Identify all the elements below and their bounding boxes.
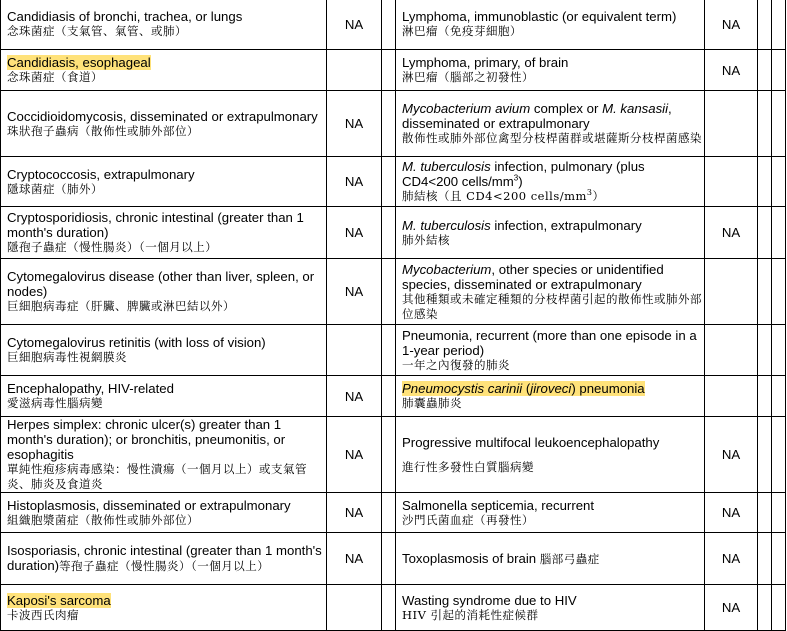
table-row [1,417,786,493]
condition-name-zh: 巨細胞病毒症（肝臟、脾臟或淋巴結以外） [7,299,235,313]
condition-cell [396,157,705,207]
condition-name-en: Herpes simplex: chronic ulcer(s) greater than 1 month's duration); or bronchitis, pneumonitis, or esophagitis [7,417,286,462]
table-row [1,259,786,325]
condition-name-zh: 單純性疱疹病毒感染：慢性潰瘍（一個月以上）或支氣管炎、肺炎及食道炎 [7,462,307,491]
condition-name-zh: 隱球菌症（肺外） [7,181,103,196]
table-row [1,207,786,259]
text-segment: ) [518,174,523,189]
na-cell [705,376,758,417]
condition-name-en: Salmonella septicemia, recurrent [402,497,595,513]
condition-cell [396,0,705,50]
na-cell: NA [327,157,382,207]
na-cell [327,585,382,631]
organism-name: Pneumocystis carinii [402,381,523,396]
condition-name-zh: 散佈性或肺外部位禽型分枝桿菌群或堪薩斯分枝桿菌感染 [402,131,702,145]
na-cell [705,259,758,325]
blank-cell [382,157,396,207]
blank-cell [382,259,396,325]
table-row [1,50,786,91]
highlighted-condition-en: Candidiasis, esophageal [7,55,151,70]
condition-name-en: Candidiasis of bronchi, trachea, or lungs [7,9,243,24]
condition-name-zh: 淋巴瘤（腦部之初發性） [402,70,534,84]
blank-cell [772,376,786,417]
table-row [1,325,786,376]
blank-cell [772,533,786,585]
condition-name-zh: 肺外結核 [402,232,450,247]
condition-name-en: Wasting syndrome due to HIV [402,592,577,608]
text-segment: ) pneumonia [571,381,645,396]
condition-name-zh: 一年之內復發的肺炎 [402,357,510,372]
na-cell: NA [327,493,382,533]
blank-cell [772,91,786,157]
na-cell: NA [327,259,382,325]
condition-cell [1,157,327,207]
na-cell: NA [327,417,382,493]
condition-name-zh: 腦部弓蟲症 [539,551,600,566]
condition-name-zh: 卡波西氏肉瘤 [7,607,79,622]
blank-cell [758,376,772,417]
blank-cell [772,493,786,533]
blank-cell [382,91,396,157]
blank-cell [758,50,772,91]
condition-name-en: Pneumonia, recurrent (more than one episode in a 1-year period) [402,327,697,358]
blank-cell [382,50,396,91]
blank-cell [382,417,396,493]
condition-cell [1,91,327,157]
blank-cell [758,91,772,157]
condition-name-en: Progressive multifocal leukoencephalopathy [402,434,660,450]
blank-cell [772,417,786,493]
na-cell: NA [705,0,758,50]
condition-name-zh: 念珠菌症（支氣管、氣管、或肺） [7,24,187,38]
na-cell: NA [705,585,758,631]
superscript: 3 [586,188,593,198]
condition-cell [396,91,705,157]
organism-name: Mycobacterium [402,261,492,277]
condition-name-en [402,101,704,131]
text-segment: ） [592,189,605,203]
text-segment: , disseminated or extrapulmonary [402,101,672,131]
condition-name-zh: 隱孢子蟲症（慢性腸炎）（一個月以上） [7,240,218,254]
na-cell [327,50,382,91]
condition-name-en: Toxoplasmosis of brain [402,550,537,566]
blank-cell [758,325,772,376]
organism-name: jiroveci [530,381,572,396]
na-cell: NA [327,207,382,259]
condition-name-en: Isosporiasis, chronic intestinal (greater than 1 month's duration) [7,543,322,573]
condition-cell [396,376,705,417]
condition-name-zh: 珠狀孢子蟲病（散佈性或肺外部位） [7,123,199,138]
blank-cell [772,325,786,376]
blank-cell [382,0,396,50]
condition-name-en: Coccidioidomycosis, disseminated or extrapulmonary [7,108,318,124]
table-row [1,91,786,157]
table-row [1,533,786,585]
blank-cell [772,0,786,50]
text-segment: complex or [530,101,603,116]
text-segment: , other species or unidentified species, disseminated or extrapulmonary [402,261,664,292]
text-segment: 肺結核（且 CD4<200 cells/mm [402,189,587,203]
condition-cell [1,493,327,533]
blank-cell [758,157,772,207]
condition-cell [396,325,705,376]
blank-cell [758,533,772,585]
blank-cell [758,585,772,631]
blank-cell [772,50,786,91]
condition-cell [396,259,705,325]
condition-cell [396,417,705,493]
table-row [1,157,786,207]
na-cell: NA [705,417,758,493]
na-cell: NA [327,0,382,50]
blank-cell [382,325,396,376]
condition-name-en: Histoplasmosis, disseminated or extrapulmonary [7,497,291,513]
condition-name-zh: 淋巴瘤（免疫芽細胞） [402,24,522,38]
blank-cell [758,417,772,493]
highlighted-condition-en [402,381,645,396]
blank-cell [758,259,772,325]
condition-name-en [402,218,704,233]
condition-name-en: Lymphoma, immunoblastic (or equivalent term) [402,9,677,24]
text-segment: infection, extrapulmonary [490,217,642,233]
condition-name-en [402,159,704,189]
text-segment: infection, pulmonary (plus CD4<200 cells/mm [402,159,645,189]
condition-name-zh: 巨細胞病毒性視網膜炎 [7,350,127,364]
condition-name-en: Cryptosporidiosis, chronic intestinal (greater than 1 month's duration) [7,210,304,240]
condition-cell [1,259,327,325]
condition-cell [396,585,705,631]
condition-name-zh: HIV 引起的消耗性症候群 [402,607,539,622]
organism-name: Mycobacterium avium [402,101,531,116]
condition-name-zh: 等孢子蟲症（慢性腸炎）（一個月以上） [59,559,270,573]
condition-name-en: Cytomegalovirus retinitis (with loss of vision) [7,335,266,350]
condition-name-zh: 愛滋病毒性腦病變 [7,396,103,410]
na-cell [327,325,382,376]
table-row [1,376,786,417]
organism-name: M. kansasii [602,101,669,116]
condition-cell [1,585,327,631]
blank-cell [382,585,396,631]
table-row [1,493,786,533]
blank-cell [758,0,772,50]
highlighted-condition-en: Kaposi's sarcoma [7,592,111,608]
na-cell [705,157,758,207]
blank-cell [382,493,396,533]
condition-cell [1,533,327,585]
condition-cell [1,0,327,50]
condition-cell [1,376,327,417]
condition-name-zh [402,189,704,204]
organism-name: M. tuberculosis [402,159,491,174]
blank-cell [758,493,772,533]
blank-cell [772,207,786,259]
condition-cell [1,50,327,91]
na-cell: NA [327,376,382,417]
condition-name-zh: 沙門氏菌血症（再發性） [402,512,534,527]
na-cell [705,91,758,157]
condition-cell [396,207,705,259]
condition-name-zh: 進行性多發性白質腦病變 [402,459,534,474]
blank-cell [382,376,396,417]
condition-name-en: Lymphoma, primary, of brain [402,55,569,70]
condition-name-zh: 組織胞漿菌症（散佈性或肺外部位） [7,512,199,527]
na-cell: NA [327,533,382,585]
blank-cell [382,207,396,259]
condition-cell [396,50,705,91]
condition-cell [1,325,327,376]
condition-cell [396,493,705,533]
condition-name-en: Cytomegalovirus disease (other than liver, spleen, or nodes) [7,269,315,299]
condition-cell [1,207,327,259]
condition-name-zh: 念珠菌症（食道） [7,70,103,84]
condition-name-zh: 肺囊蟲肺炎 [402,396,462,410]
condition-name-en [402,381,704,396]
blank-cell [772,259,786,325]
superscript: 3 [513,173,519,183]
na-cell: NA [327,91,382,157]
blank-cell [758,207,772,259]
na-cell: NA [705,50,758,91]
blank-cell [772,157,786,207]
condition-name-en: Cryptococcosis, extrapulmonary [7,166,195,182]
organism-name: M. tuberculosis [402,217,491,233]
condition-cell [396,533,705,585]
condition-name-en [402,262,704,292]
na-cell [705,325,758,376]
text-segment: ( [522,381,531,396]
na-cell: NA [705,533,758,585]
na-cell: NA [705,207,758,259]
blank-cell [382,533,396,585]
table-row [1,0,786,50]
blank-cell [772,585,786,631]
na-cell: NA [705,493,758,533]
condition-cell [1,417,327,493]
condition-name-zh: 其他種類或未確定種類的分枝桿菌引起的散佈性或肺外部位感染 [402,291,702,321]
table-row [1,585,786,631]
condition-name-en: Encephalopathy, HIV-related [7,381,174,396]
